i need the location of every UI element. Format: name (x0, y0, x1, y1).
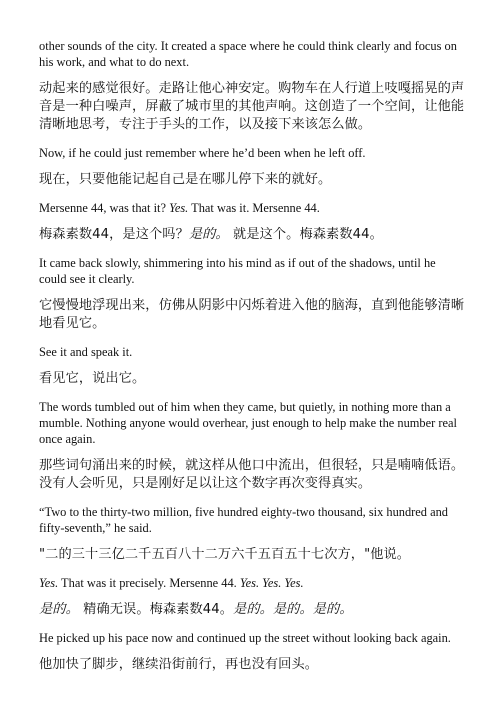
paragraph-en (39, 504, 465, 536)
paragraph-en (39, 145, 465, 161)
italic-text-segment: Yes. (39, 576, 59, 590)
text-segment: 就是这个。梅森素数44。 (228, 227, 383, 242)
text-segment: "二的三十三亿二千五百八十二万六千五百五十七次方，"他说。 (39, 547, 411, 562)
paragraph-zh (39, 601, 465, 619)
text-segment: Now, if he could just remember where he’d been when he left off. (39, 146, 366, 160)
text-segment: 精确无误。梅森素数44。 (78, 602, 234, 617)
paragraph-en (39, 575, 465, 591)
text-segment: It came back slowly, shimmering into his mind as if out of the shadows, until he could see it clearly. (39, 256, 439, 286)
text-segment: 它慢慢地浮现出来，仿佛从阴影中闪烁着进入他的脑海，直到他能够清晰地看见它。 (39, 298, 465, 331)
text-segment: That was it precisely. Mersenne 44. (58, 576, 240, 590)
paragraph-zh (39, 80, 465, 134)
italic-text-segment: Yes. (169, 201, 189, 215)
paragraph-zh (39, 226, 465, 244)
paragraph-zh (39, 171, 465, 189)
italic-text-segment: 是的。 (188, 227, 229, 242)
document-page (39, 38, 465, 685)
paragraph-en (39, 399, 465, 447)
text-segment: 动起来的感觉很好。走路让他心神安定。购物车在人行道上吱嘎摇晃的声音是一种白噪声，屏蔽了城市里的其他声响。这创造了一个空间，让他能清晰地思考，专注于手头的工作，以及接下来该怎么做。 (39, 81, 465, 132)
paragraph-zh (39, 546, 465, 564)
paragraph-zh (39, 457, 465, 493)
paragraph-en (39, 344, 465, 360)
text-segment: That was it. Mersenne 44. (188, 201, 320, 215)
text-segment: other sounds of the city. It created a space where he could think clearly and focus on his work, and what to do next. (39, 39, 461, 69)
text-segment: “Two to the thirty-two million, five hundred eighty-two thousand, six hundred and fifty-seventh,” he said. (39, 505, 452, 535)
text-segment: 梅森素数44，是这个吗？ (39, 227, 189, 242)
text-segment: 现在，只要他能记起自己是在哪儿停下来的就好。 (39, 172, 332, 187)
text-segment: 他加快了脚步，继续沿街前行，再也没有回头。 (39, 657, 319, 672)
paragraph-zh (39, 656, 465, 674)
text-segment: Mersenne 44, was that it? (39, 201, 170, 215)
paragraph-zh (39, 297, 465, 333)
paragraph-zh (39, 370, 465, 388)
paragraph-en (39, 200, 465, 216)
paragraph-en (39, 255, 465, 287)
paragraph-en (39, 630, 465, 646)
paragraph-en (39, 38, 465, 70)
text-segment: See it and speak it. (39, 345, 133, 359)
italic-text-segment: 是的。 (39, 602, 79, 617)
text-segment: The words tumbled out of him when they came, but quietly, in nothing more than a mumble. Nothing anyone would overhear, just enough to help make the number real once again. (39, 400, 461, 446)
text-segment: 看见它，说出它。 (39, 371, 146, 386)
text-segment: 那些词句涌出来的时候，就这样从他口中流出，但很轻，只是喃喃低语。没有人会听见，只是刚好足以让这个数字再次变得真实。 (39, 458, 465, 491)
italic-text-segment: 是的。是的。是的。 (233, 602, 353, 617)
italic-text-segment: Yes. Yes. Yes. (239, 576, 304, 590)
text-segment: He picked up his pace now and continued up the street without looking back again. (39, 631, 451, 645)
